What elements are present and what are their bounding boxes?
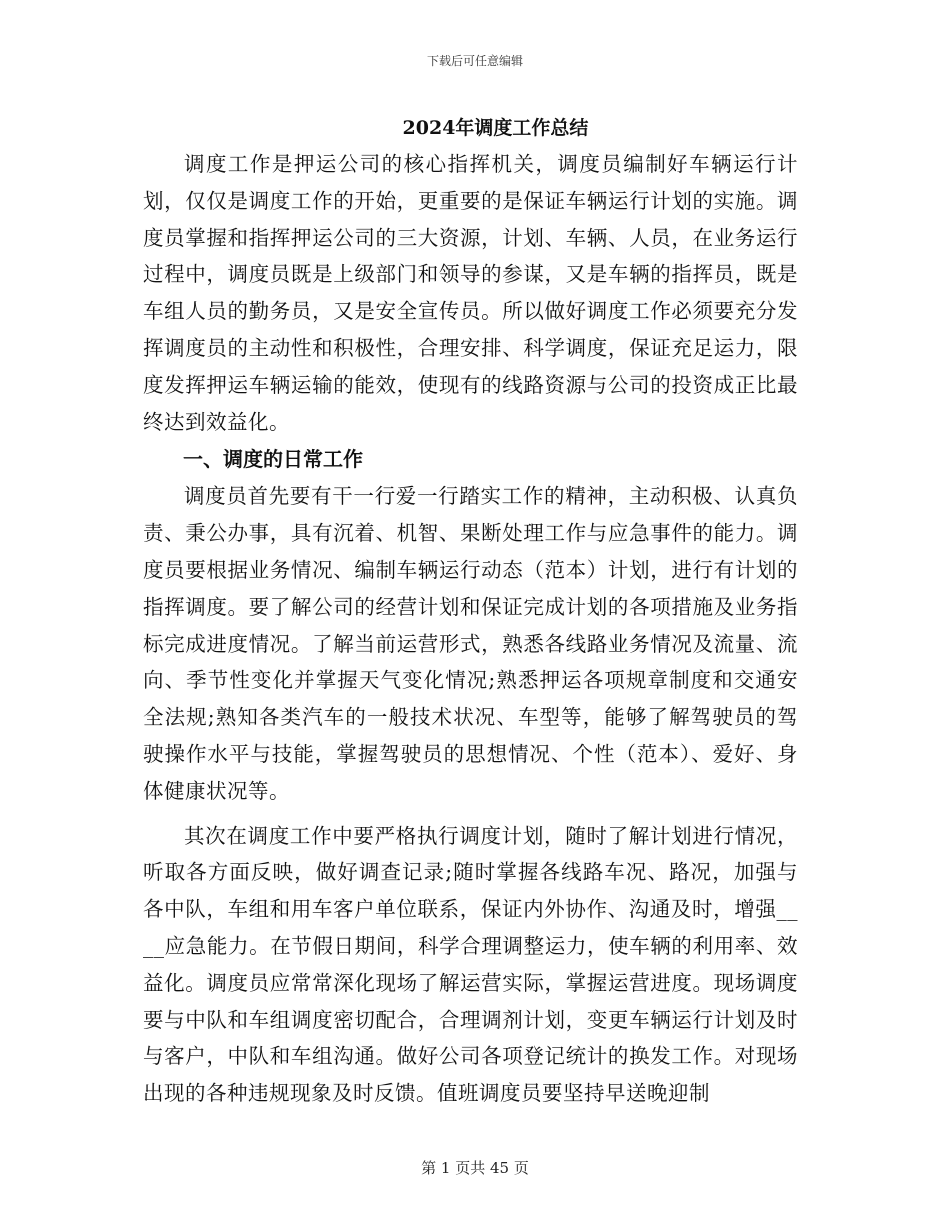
page-header: 下载后可任意编辑 [426,54,523,68]
body-paragraph-1: 调度员首先要有干一行爱一行踏实工作的精神，主动积极、认真负责、秉公办事，具有沉着、机智、果断处理工作与应急事件的能力。调度员要根据业务情况、编制车辆运行动态（范本）计划，进行有计划的指挥调度。要了解公司的经营计划和保证完成计划的各项措施及业务指标完成进度情况。了解当前运营形式，熟悉各线路业务情况及流量、流向、季节性变化并掌握天气变化情况;熟悉押运各项规章制度和交通安全法规;熟知各类汽车的一般技术状况、车型等，能够了解驾驶员的驾驶操作水平与技能，掌握驾驶员的思想情况、个性（范本）、爱好、身体健康状况等。 [143,484,798,803]
paragraph-spacer [143,810,798,818]
document-body [143,110,798,1112]
section-heading-daily-work: 一、调度的日常工作 [183,447,363,472]
intro-paragraph: 调度工作是押运公司的核心指挥机关，调度员编制好车辆运行计划，仅仅是调度工作的开始，更重要的是保证车辆运行计划的实施。调度员掌握和指挥押运公司的三大资源，计划、车辆、人员，在业务运行过程中，调度员既是上级部门和领导的参谋，又是车辆的指挥员，既是车组人员的勤务员，又是安全宣传员。所以做好调度工作必须要充分发挥调度员的主动性和积极性，合理安排、科学调度，保证充足运力，限度发挥押运车辆运输的能效，使现有的线路资源与公司的投资成正比最终达到效益化。 [143,152,798,434]
body-paragraph-2: 其次在调度工作中要严格执行调度计划，随时了解计划进行情况，听取各方面反映，做好调查记录;随时掌握各线路车况、路况，加强与各中队，车组和用车客户单位联系，保证内外协作、沟通及时，增强____应急能力。在节假日期间，科学合理调整运力，使车辆的利用率、效益化。调度员应常常深化现场了解运营实际，掌握运营进度。现场调度要与中队和车组调度密切配合，合理调剂计划，变更车辆运行计划及时与客户，中队和车组沟通。做好公司各项登记统计的换发工作。对现场出现的各种违规现象及时反馈。值班调度员要坚持早送晚迎制 [143,823,798,1106]
page-number-footer: 第 1 页共 45 页 [421,1159,529,1177]
document-title: 2024年调度工作总结 [402,117,589,139]
